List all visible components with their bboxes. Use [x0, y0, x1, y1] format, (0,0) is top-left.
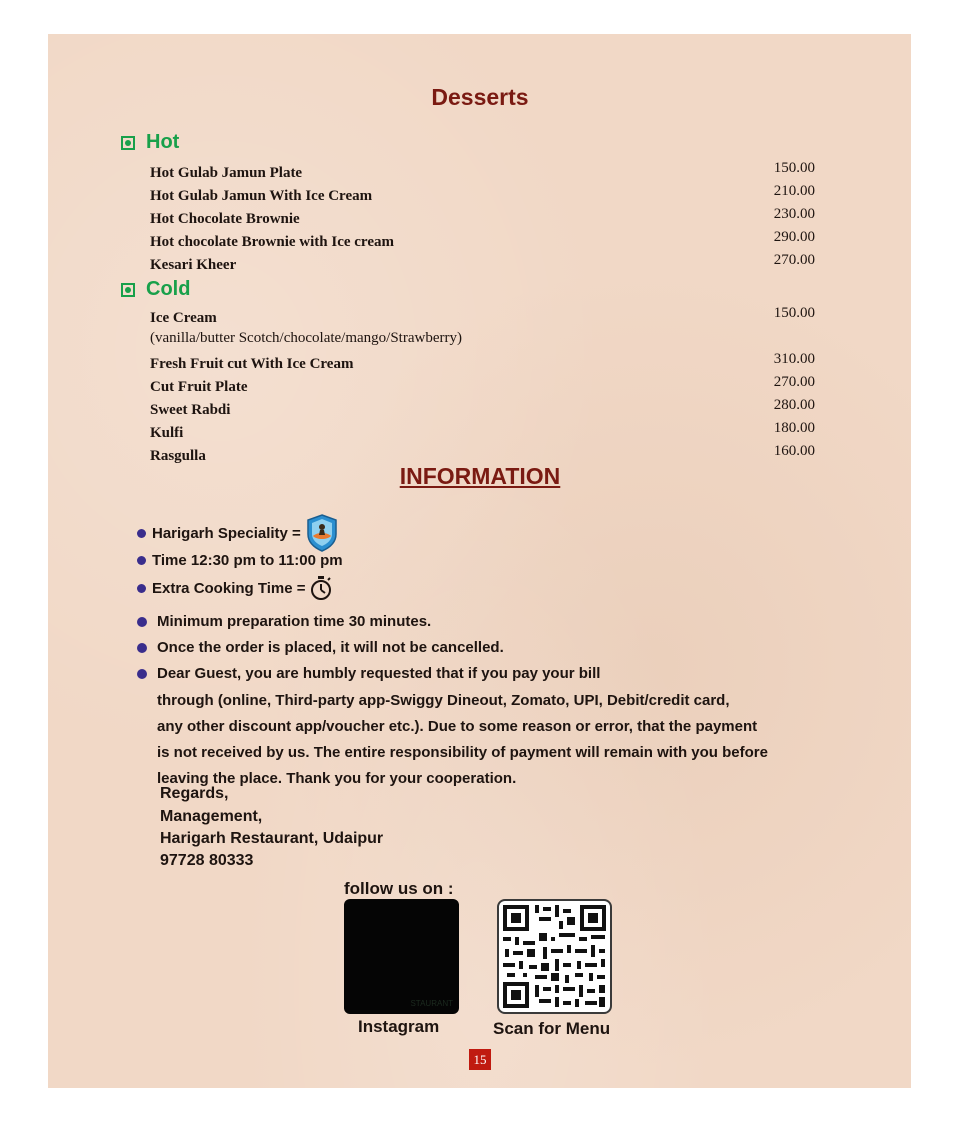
menu-item [150, 374, 815, 396]
item-name: Sweet Rabdi [150, 402, 231, 418]
item-price: 310.00 [773, 351, 815, 367]
item-price: 270.00 [773, 252, 815, 268]
payment-note-line: through (online, Third-party app-Swiggy Dineout, Zomato, UPI, Debit/credit card, [157, 692, 730, 709]
item-price: 150.00 [773, 160, 815, 176]
item-price: 160.00 [773, 443, 815, 459]
stopwatch-icon [309, 575, 333, 601]
item-name: Hot Chocolate Brownie [150, 211, 300, 227]
speciality-badge-icon [305, 514, 339, 552]
item-price: 180.00 [773, 420, 815, 436]
note-item [137, 613, 431, 630]
menu-item [150, 206, 815, 228]
item-price: 210.00 [773, 183, 815, 199]
bullet-icon [137, 529, 146, 538]
legend-time [137, 552, 343, 569]
page-title: Desserts [431, 84, 529, 110]
section-hot-heading [121, 131, 179, 154]
item-price: 150.00 [773, 305, 815, 321]
legend-speciality [137, 514, 339, 552]
menu-item [150, 443, 815, 465]
item-price: 270.00 [773, 374, 815, 390]
menu-item [150, 305, 815, 327]
section-cold-heading [121, 278, 190, 301]
payment-note-line: leaving the place. Thank you for your cooperation. [157, 770, 517, 787]
menu-item [150, 183, 815, 205]
menu-item [150, 160, 815, 182]
page-number: 15 [469, 1049, 491, 1070]
menu-item [150, 252, 815, 274]
note-text: Minimum preparation time 30 minutes. [157, 613, 432, 630]
qr-code-icon [499, 901, 610, 1012]
bullet-icon [137, 669, 147, 679]
section-hot-label: Hot [146, 131, 180, 153]
instagram-qr-code[interactable] [344, 899, 459, 1014]
veg-symbol-icon [121, 136, 135, 150]
bullet-icon [137, 617, 147, 627]
menu-item [150, 397, 815, 419]
menu-item [150, 420, 815, 442]
note-item [137, 639, 504, 656]
legend-text: Time 12:30 pm to 11:00 pm [152, 552, 343, 569]
item-name: Fresh Fruit cut With Ice Cream [150, 356, 354, 372]
contact-phone: 97728 80333 [160, 852, 254, 869]
note-text: Once the order is placed, it will not be cancelled. [157, 639, 504, 656]
regards-line: Regards, [160, 785, 229, 802]
section-cold-label: Cold [146, 278, 191, 300]
bullet-icon [137, 556, 146, 565]
information-heading: INFORMATION [399, 463, 561, 489]
bullet-icon [137, 643, 147, 653]
item-name: Hot Gulab Jamun With Ice Cream [150, 188, 373, 204]
bullet-icon [137, 584, 146, 593]
payment-note-line: is not received by us. The entire responsibility of payment will remain with you before [157, 744, 768, 761]
item-name: Rasgulla [150, 448, 206, 464]
legend-extra-cooking [137, 575, 333, 601]
note-item [137, 665, 600, 682]
menu-qr-code[interactable] [497, 899, 612, 1014]
note-text: Dear Guest, you are humbly requested that if you pay your bill [157, 665, 601, 682]
item-name: Ice Cream [150, 310, 217, 326]
instagram-qr-text: STAURANT [410, 999, 453, 1008]
regards-line: Management, [160, 808, 263, 825]
item-note: (vanilla/butter Scotch/chocolate/mango/Strawberry) [150, 330, 462, 346]
item-name: Hot chocolate Brownie with Ice cream [150, 234, 394, 250]
item-name: Cut Fruit Plate [150, 379, 248, 395]
veg-symbol-icon [121, 283, 135, 297]
legend-text: Extra Cooking Time = [152, 579, 306, 597]
instagram-label: Instagram [358, 1017, 440, 1036]
item-price: 290.00 [773, 229, 815, 245]
item-name: Kesari Kheer [150, 257, 237, 273]
menu-item [150, 229, 815, 251]
item-name: Hot Gulab Jamun Plate [150, 165, 303, 181]
follow-us-label: follow us on : [344, 879, 454, 898]
scan-menu-label: Scan for Menu [493, 1019, 611, 1038]
menu-item [150, 351, 815, 373]
item-name: Kulfi [150, 425, 184, 441]
item-price: 280.00 [773, 397, 815, 413]
payment-note-line: any other discount app/voucher etc.). Due to some reason or error, that the payment [157, 718, 758, 735]
regards-line: Harigarh Restaurant, Udaipur [160, 830, 384, 847]
item-price: 230.00 [773, 206, 815, 222]
legend-text: Harigarh Speciality = [152, 524, 301, 542]
